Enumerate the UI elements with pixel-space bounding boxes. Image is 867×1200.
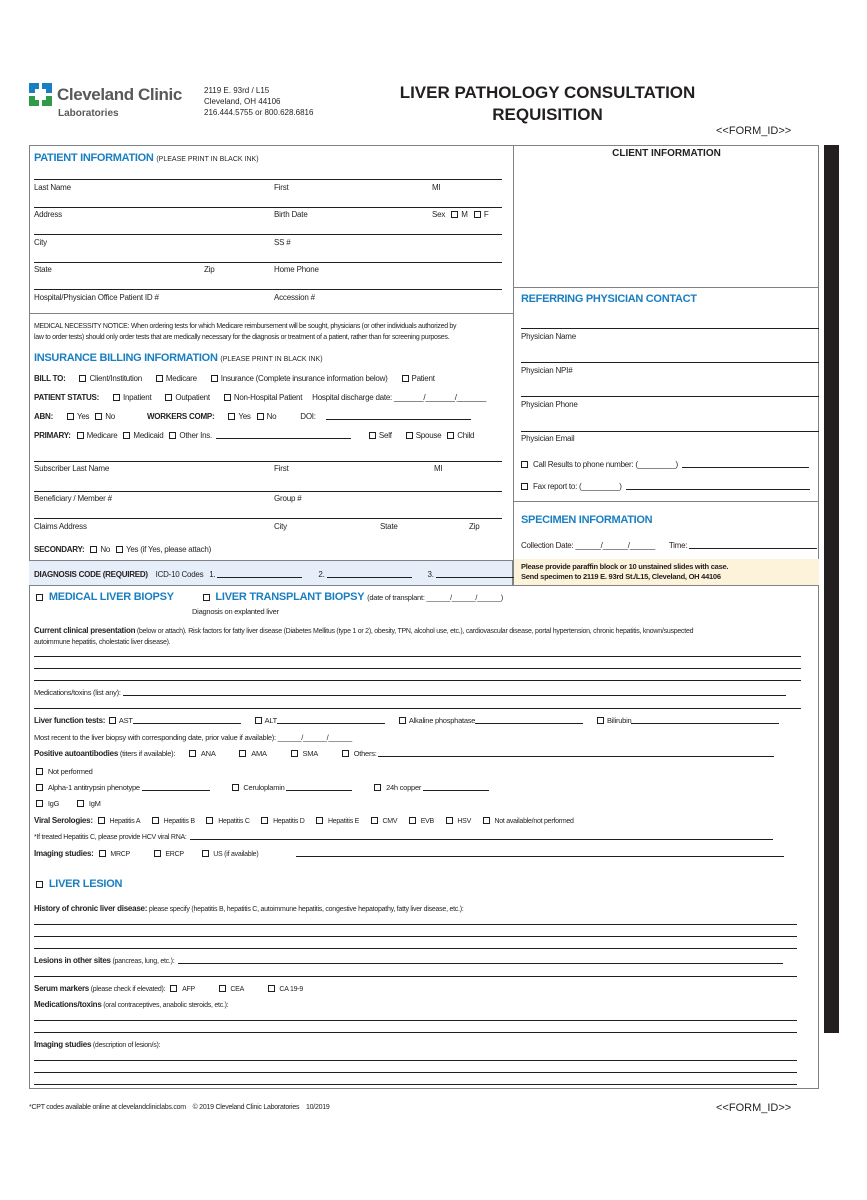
ig-row: IgG IgM bbox=[36, 799, 101, 808]
not-performed-checkbox[interactable] bbox=[36, 768, 43, 775]
primary-row: PRIMARY: Medicare Medicaid Other Ins. Self Spouse Child bbox=[34, 431, 475, 440]
clinical-line[interactable] bbox=[34, 656, 801, 657]
mrcp-checkbox[interactable] bbox=[99, 850, 106, 857]
viral-row: Viral Serologies: Hepatitis A Hepatitis B Hepatitis C Hepatitis D Hepatitis E CMV EVB HSV Not available/not performed bbox=[34, 816, 574, 825]
primary-medicare-checkbox[interactable] bbox=[77, 432, 84, 439]
physician-phone-label: Physician Phone bbox=[521, 400, 578, 409]
alt-checkbox[interactable] bbox=[255, 717, 262, 724]
hep-e-checkbox[interactable] bbox=[316, 817, 323, 824]
cmv-checkbox[interactable] bbox=[371, 817, 378, 824]
lesion-meds-row: Medications/toxins (oral contraceptives, anabolic steroids, etc.): bbox=[34, 1000, 229, 1009]
side-bar bbox=[824, 145, 839, 1033]
lft-row: Liver function tests: AST ALT Alkaline phosphatase Bilirubin bbox=[34, 716, 779, 725]
accession-label: Accession # bbox=[274, 293, 315, 302]
lesion-imaging-row: Imaging studies (description of lesion/s): bbox=[34, 1040, 161, 1049]
alk-phos-input[interactable] bbox=[475, 716, 583, 724]
clinical-line[interactable] bbox=[34, 680, 801, 681]
client-info-title: CLIENT INFORMATION bbox=[612, 148, 721, 159]
hep-d-checkbox[interactable] bbox=[261, 817, 268, 824]
lesion-meds-line[interactable] bbox=[34, 1020, 797, 1021]
serum-row: Serum markers (please check if elevated): AFP CEA CA 19-9 bbox=[34, 984, 303, 993]
status-inpatient-checkbox[interactable] bbox=[113, 394, 120, 401]
divider bbox=[29, 313, 513, 314]
physician-npi-label: Physician NPI# bbox=[521, 366, 573, 375]
doi-input[interactable] bbox=[326, 412, 471, 420]
history-line[interactable] bbox=[34, 948, 797, 949]
history-line[interactable] bbox=[34, 924, 797, 925]
sex-field: Sex M F bbox=[432, 210, 489, 219]
secondary-yes-checkbox[interactable] bbox=[116, 546, 123, 553]
autoantibodies-row: Positive autoantibodies (titers if available): ANA AMA SMA Others: bbox=[34, 749, 774, 758]
clinical-line[interactable] bbox=[34, 668, 801, 669]
bill-insurance-checkbox[interactable] bbox=[211, 375, 218, 382]
other-sites-line[interactable] bbox=[34, 976, 797, 977]
explanted-liver-note: Diagnosis on explanted liver bbox=[192, 607, 279, 616]
history-line[interactable] bbox=[34, 936, 797, 937]
birth-date-label: Birth Date bbox=[274, 210, 308, 219]
rel-self-checkbox[interactable] bbox=[369, 432, 376, 439]
status-nonhospital-checkbox[interactable] bbox=[224, 394, 231, 401]
bill-medicare-checkbox[interactable] bbox=[156, 375, 163, 382]
subscriber-first-label: First bbox=[274, 464, 289, 473]
copper-checkbox[interactable] bbox=[374, 784, 381, 791]
hep-a-checkbox[interactable] bbox=[98, 817, 105, 824]
divider bbox=[513, 501, 819, 502]
abn-yes-checkbox[interactable] bbox=[67, 413, 74, 420]
hep-c-checkbox[interactable] bbox=[206, 817, 213, 824]
fax-report-checkbox[interactable] bbox=[521, 483, 528, 490]
igg-checkbox[interactable] bbox=[36, 800, 43, 807]
biopsy-type-row: MEDICAL LIVER BIOPSY LIVER TRANSPLANT BIOPSY (date of transplant: ______/______/______) bbox=[36, 591, 503, 603]
rel-spouse-checkbox[interactable] bbox=[406, 432, 413, 439]
ceruloplamin-input[interactable] bbox=[286, 783, 352, 791]
subscriber-mi-label: MI bbox=[434, 464, 443, 473]
medications-input[interactable] bbox=[123, 688, 786, 696]
wc-no-checkbox[interactable] bbox=[257, 413, 264, 420]
hospital-id-label: Hospital/Physician Office Patient ID # bbox=[34, 293, 159, 302]
divider bbox=[29, 585, 819, 586]
bilirubin-input[interactable] bbox=[631, 716, 779, 724]
form-id-bottom: <<FORM_ID>> bbox=[716, 1102, 792, 1114]
insurance-section-title: INSURANCE BILLING INFORMATION (PLEASE PRINT IN BLACK INK) bbox=[34, 352, 323, 364]
call-results-checkbox[interactable] bbox=[521, 461, 528, 468]
medical-liver-biopsy-checkbox[interactable] bbox=[36, 594, 43, 601]
alk-phos-checkbox[interactable] bbox=[399, 717, 406, 724]
afp-checkbox[interactable] bbox=[170, 985, 177, 992]
other-sites-input[interactable] bbox=[178, 956, 783, 964]
bill-client-checkbox[interactable] bbox=[79, 375, 86, 382]
icd-code-2-input[interactable] bbox=[327, 570, 412, 578]
subscriber-last-label: Subscriber Last Name bbox=[34, 464, 110, 473]
other-sites-row: Lesions in other sites (pancreas, lung, etc.): bbox=[34, 956, 783, 965]
cleveland-clinic-logo-icon bbox=[29, 83, 52, 106]
collection-date-field[interactable]: Collection Date: ______/______/______ bbox=[521, 541, 655, 550]
primary-other-checkbox[interactable] bbox=[169, 432, 176, 439]
patient-status-row: PATIENT STATUS: Inpatient Outpatient Non-Hospital Patient Hospital discharge date: _______/_______/_______ bbox=[34, 393, 487, 402]
claims-city-label: City bbox=[274, 522, 287, 531]
alpha1-row: Alpha-1 antitrypsin phenotype Ceruloplamin 24h copper bbox=[36, 783, 489, 792]
bill-patient-checkbox[interactable] bbox=[402, 375, 409, 382]
last-name-label: Last Name bbox=[34, 183, 71, 192]
hcv-input[interactable] bbox=[190, 832, 773, 840]
beneficiary-label: Beneficiary / Member # bbox=[34, 494, 112, 503]
claims-state-label: State bbox=[380, 522, 398, 531]
call-results-input[interactable] bbox=[682, 460, 809, 468]
ana-checkbox[interactable] bbox=[189, 750, 196, 757]
rel-child-checkbox[interactable] bbox=[447, 432, 454, 439]
physician-name-label: Physician Name bbox=[521, 332, 577, 341]
footer-text: *CPT codes available online at clevelandcliniclabs.com © 2019 Cleveland Clinic Laboratories 10/2019 bbox=[29, 1104, 330, 1111]
specimen-notice: Please provide paraffin block or 10 unstained slides with case. Send specimen to 2119 E. 93rd St./L15, Cleveland, OH 44106 bbox=[514, 559, 819, 585]
fax-report-input[interactable] bbox=[626, 482, 810, 490]
lesion-imaging-line[interactable] bbox=[34, 1072, 797, 1073]
ceruloplamin-checkbox[interactable] bbox=[232, 784, 239, 791]
abn-no-checkbox[interactable] bbox=[95, 413, 102, 420]
divider bbox=[513, 287, 819, 288]
claims-address-label: Claims Address bbox=[34, 522, 87, 531]
discharge-date-field[interactable]: Hospital discharge date: _______/_______/_______ bbox=[312, 393, 487, 402]
lesion-imaging-line[interactable] bbox=[34, 1060, 797, 1061]
alpha1-checkbox[interactable] bbox=[36, 784, 43, 791]
imaging-input[interactable] bbox=[296, 849, 784, 857]
first-name-label: First bbox=[274, 183, 289, 192]
other-ins-input[interactable] bbox=[216, 431, 351, 439]
mi-label: MI bbox=[432, 183, 441, 192]
liver-lesion-row: LIVER LESION bbox=[36, 878, 122, 890]
primary-medicaid-checkbox[interactable] bbox=[123, 432, 130, 439]
secondary-row: SECONDARY: No Yes (if Yes, please attach) bbox=[34, 545, 211, 554]
clinical-presentation-text: Current clinical presentation (below or attach). Risk factors for fatty liver disease (Diabetes Mellitus (type 1 or 2), obesity, TPN, alcohol use, etc.), cardiovascular disease, portal hypertension, chronic hepatitis, known/suspected autoimmune hepatitis, cholestatic liver disease). bbox=[34, 626, 694, 646]
group-label: Group # bbox=[274, 494, 302, 503]
form-id-top: <<FORM_ID>> bbox=[716, 125, 792, 137]
ama-checkbox[interactable] bbox=[239, 750, 246, 757]
cea-checkbox[interactable] bbox=[219, 985, 226, 992]
medical-necessity-notice: MEDICAL NECESSITY NOTICE: When ordering tests for which Medicare reimbursement will be sought, physicians (or other individuals authorized by law to order tests) should only order tests that are medically necessary for the diagnosis or treatment of a patient, rather than for screening purposes. bbox=[34, 323, 457, 341]
logo-sub: Laboratories bbox=[58, 108, 119, 119]
imaging-row: Imaging studies: MRCP ERCP US (if available) bbox=[34, 849, 784, 858]
status-outpatient-checkbox[interactable] bbox=[165, 394, 172, 401]
lab-address: 2119 E. 93rd / L15 Cleveland, OH 44106 216.444.5755 or 800.628.6816 bbox=[204, 86, 314, 117]
page-title: LIVER PATHOLOGY CONSULTATION REQUISITION bbox=[399, 83, 696, 124]
not-performed-row: Not performed bbox=[36, 767, 93, 776]
hep-b-checkbox[interactable] bbox=[152, 817, 159, 824]
wc-yes-checkbox[interactable] bbox=[228, 413, 235, 420]
diagnosis-row: DIAGNOSIS CODE (REQUIRED) ICD-10 Codes 1. 2. 3. bbox=[34, 570, 516, 579]
zip-label: Zip bbox=[204, 265, 215, 274]
most-recent-row: Most recent to the liver biopsy with corresponding date, prior value if available): ______/______/______ bbox=[34, 733, 352, 742]
secondary-no-checkbox[interactable] bbox=[90, 546, 97, 553]
claims-zip-label: Zip bbox=[469, 522, 480, 531]
home-phone-label: Home Phone bbox=[274, 265, 319, 274]
medications-row: Medications/toxins (list any): bbox=[34, 688, 786, 697]
medications-line[interactable] bbox=[34, 708, 801, 709]
icd-code-1-input[interactable] bbox=[217, 570, 302, 578]
hcv-row: *If treated Hepatitis C, please provide HCV viral RNA: bbox=[34, 832, 773, 841]
client-info-area[interactable] bbox=[514, 162, 819, 287]
lesion-imaging-line[interactable] bbox=[34, 1084, 797, 1085]
viral-not-available-checkbox[interactable] bbox=[483, 817, 490, 824]
alt-input[interactable] bbox=[277, 716, 385, 724]
liver-lesion-checkbox[interactable] bbox=[36, 881, 43, 888]
igm-checkbox[interactable] bbox=[77, 800, 84, 807]
sex-m-checkbox[interactable] bbox=[451, 211, 458, 218]
others-input[interactable] bbox=[378, 749, 774, 757]
evb-checkbox[interactable] bbox=[409, 817, 416, 824]
collection-row: Collection Date: ______/______/______ Time: bbox=[521, 541, 817, 550]
collection-time-input[interactable] bbox=[689, 541, 817, 549]
hsv-checkbox[interactable] bbox=[446, 817, 453, 824]
fax-report-row: Fax report to: (_________) bbox=[521, 482, 810, 491]
city-label: City bbox=[34, 238, 47, 247]
copper-input[interactable] bbox=[423, 783, 489, 791]
ca199-checkbox[interactable] bbox=[268, 985, 275, 992]
ss-label: SS # bbox=[274, 238, 291, 247]
ercp-checkbox[interactable] bbox=[154, 850, 161, 857]
us-checkbox[interactable] bbox=[202, 850, 209, 857]
bill-to-row: BILL TO: Client/Institution Medicare Insurance (Complete insurance information below) Patient bbox=[34, 374, 435, 383]
physician-email-label: Physician Email bbox=[521, 434, 575, 443]
physician-section-title: REFERRING PHYSICIAN CONTACT bbox=[521, 293, 697, 305]
specimen-section-title: SPECIMEN INFORMATION bbox=[521, 514, 653, 526]
logo bbox=[29, 83, 52, 106]
bilirubin-checkbox[interactable] bbox=[597, 717, 604, 724]
lesion-meds-line[interactable] bbox=[34, 1032, 797, 1033]
transplant-date-field[interactable]: (date of transplant: ______/______/______) bbox=[367, 593, 503, 602]
state-label: State bbox=[34, 265, 52, 274]
logo-name: Cleveland Clinic bbox=[57, 85, 182, 104]
sex-f-checkbox[interactable] bbox=[474, 211, 481, 218]
history-row: History of chronic liver disease: please specify (hepatitis B, hepatitis C, autoimmune hepatitis, congestive hepatopathy, fatty liver disease, etc.): bbox=[34, 904, 464, 913]
address-label: Address bbox=[34, 210, 62, 219]
others-checkbox[interactable] bbox=[342, 750, 349, 757]
icd-code-3-input[interactable] bbox=[436, 570, 516, 578]
sma-checkbox[interactable] bbox=[291, 750, 298, 757]
patient-section-title: PATIENT INFORMATION (PLEASE PRINT IN BLACK INK) bbox=[34, 152, 259, 164]
call-results-row: Call Results to phone number: (_________) bbox=[521, 460, 809, 469]
ast-input[interactable] bbox=[133, 716, 241, 724]
abn-row: ABN: Yes No WORKERS COMP: Yes No DOI: bbox=[34, 412, 471, 421]
transplant-biopsy-checkbox[interactable] bbox=[203, 594, 210, 601]
ast-checkbox[interactable] bbox=[109, 717, 116, 724]
alpha1-input[interactable] bbox=[142, 783, 210, 791]
